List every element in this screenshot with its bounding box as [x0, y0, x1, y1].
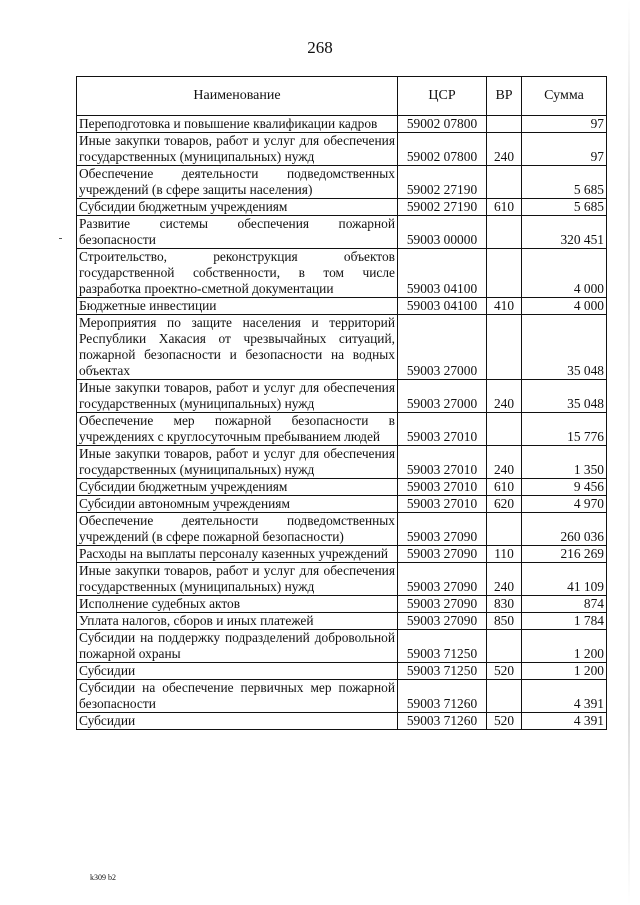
- cell-name: Иные закупки товаров, работ и услуг для обеспечения государственных (муниципальных) нужд: [77, 380, 398, 413]
- budget-table: [76, 76, 607, 730]
- table-row: [77, 380, 607, 413]
- table-row: [77, 166, 607, 199]
- cell-name: Бюджетные инвестиции: [77, 298, 398, 315]
- cell-csr: 59002 27190: [398, 199, 487, 216]
- cell-sum: 4 000: [522, 298, 607, 315]
- cell-name: Субсидии бюджетным учреждениям: [77, 199, 398, 216]
- cell-vr: [487, 680, 522, 713]
- cell-name: Мероприятия по защите населения и территорий Республики Хакасия от чрезвычайных ситуаций, пожарной безопасности и безопасности на водных объектах: [77, 315, 398, 380]
- cell-vr: 240: [487, 380, 522, 413]
- cell-sum: 9 456: [522, 479, 607, 496]
- cell-sum: 41 109: [522, 563, 607, 596]
- header-csr: ЦСР: [398, 77, 487, 116]
- cell-csr: 59003 71260: [398, 680, 487, 713]
- cell-name: Строительство, реконструкция объектов государственной собственности, в том числе разработка проектно-сметной документации: [77, 249, 398, 298]
- cell-csr: 59003 71250: [398, 663, 487, 680]
- cell-vr: 240: [487, 563, 522, 596]
- cell-vr: 410: [487, 298, 522, 315]
- cell-name: Иные закупки товаров, работ и услуг для обеспечения государственных (муниципальных) нужд: [77, 446, 398, 479]
- cell-csr: 59003 71250: [398, 630, 487, 663]
- cell-vr: 850: [487, 613, 522, 630]
- cell-vr: 240: [487, 133, 522, 166]
- cell-vr: 110: [487, 546, 522, 563]
- margin-mark: [59, 238, 62, 239]
- cell-csr: 59003 04100: [398, 249, 487, 298]
- cell-name: Исполнение судебных актов: [77, 596, 398, 613]
- cell-csr: 59003 27090: [398, 513, 487, 546]
- cell-csr: 59003 00000: [398, 216, 487, 249]
- header-vr: ВР: [487, 77, 522, 116]
- cell-csr: 59003 27000: [398, 380, 487, 413]
- cell-sum: 4 391: [522, 713, 607, 730]
- cell-sum: 320 451: [522, 216, 607, 249]
- cell-csr: 59003 27090: [398, 563, 487, 596]
- cell-name: Субсидии автономным учреждениям: [77, 496, 398, 513]
- cell-sum: 260 036: [522, 513, 607, 546]
- cell-name: Иные закупки товаров, работ и услуг для обеспечения государственных (муниципальных) нужд: [77, 133, 398, 166]
- cell-vr: 610: [487, 479, 522, 496]
- cell-sum: 4 970: [522, 496, 607, 513]
- footer-code: k309 b2: [90, 873, 116, 882]
- cell-vr: 520: [487, 663, 522, 680]
- table-row: [77, 315, 607, 380]
- cell-csr: 59002 07800: [398, 133, 487, 166]
- table-row: [77, 116, 607, 133]
- table-row: [77, 133, 607, 166]
- table-row: [77, 496, 607, 513]
- cell-vr: [487, 630, 522, 663]
- cell-sum: 874: [522, 596, 607, 613]
- cell-name: Субсидии: [77, 663, 398, 680]
- cell-csr: 59003 27010: [398, 446, 487, 479]
- header-name: Наименование: [77, 77, 398, 116]
- cell-vr: [487, 413, 522, 446]
- cell-name: Субсидии бюджетным учреждениям: [77, 479, 398, 496]
- cell-name: Переподготовка и повышение квалификации кадров: [77, 116, 398, 133]
- page-edge-shadow: [628, 0, 630, 905]
- cell-vr: [487, 315, 522, 380]
- table-row: [77, 546, 607, 563]
- cell-csr: 59003 04100: [398, 298, 487, 315]
- page-number: 268: [307, 38, 333, 57]
- cell-csr: 59003 27010: [398, 479, 487, 496]
- cell-name: Обеспечение мер пожарной безопасности в учреждениях с круглосуточным пребыванием людей: [77, 413, 398, 446]
- cell-sum: 1 200: [522, 663, 607, 680]
- cell-vr: [487, 216, 522, 249]
- cell-name: Расходы на выплаты персоналу казенных учреждений: [77, 546, 398, 563]
- cell-sum: 4 000: [522, 249, 607, 298]
- table-row: [77, 446, 607, 479]
- table-row: [77, 680, 607, 713]
- cell-name: Субсидии: [77, 713, 398, 730]
- cell-sum: 97: [522, 116, 607, 133]
- table-row: [77, 713, 607, 730]
- table-body: [77, 116, 607, 730]
- cell-name: Субсидии на поддержку подразделений добровольной пожарной охраны: [77, 630, 398, 663]
- cell-name: Уплата налогов, сборов и иных платежей: [77, 613, 398, 630]
- cell-name: Развитие системы обеспечения пожарной безопасности: [77, 216, 398, 249]
- cell-sum: 1 784: [522, 613, 607, 630]
- cell-csr: 59003 27010: [398, 496, 487, 513]
- cell-vr: [487, 513, 522, 546]
- table-row: [77, 663, 607, 680]
- cell-name: Иные закупки товаров, работ и услуг для обеспечения государственных (муниципальных) нужд: [77, 563, 398, 596]
- header-sum: Сумма: [522, 77, 607, 116]
- cell-sum: 1 200: [522, 630, 607, 663]
- cell-csr: 59003 27090: [398, 546, 487, 563]
- table-row: [77, 613, 607, 630]
- table-row: [77, 298, 607, 315]
- table-row: [77, 216, 607, 249]
- table-header-row: [77, 77, 607, 116]
- cell-vr: 610: [487, 199, 522, 216]
- cell-vr: 830: [487, 596, 522, 613]
- cell-name: Обеспечение деятельности подведомственных учреждений (в сфере защиты населения): [77, 166, 398, 199]
- cell-sum: 35 048: [522, 380, 607, 413]
- table-row: [77, 563, 607, 596]
- cell-vr: 620: [487, 496, 522, 513]
- cell-sum: 1 350: [522, 446, 607, 479]
- cell-sum: 4 391: [522, 680, 607, 713]
- table-row: [77, 596, 607, 613]
- cell-csr: 59003 71260: [398, 713, 487, 730]
- cell-sum: 5 685: [522, 199, 607, 216]
- cell-csr: 59003 27000: [398, 315, 487, 380]
- cell-vr: [487, 166, 522, 199]
- cell-name: Субсидии на обеспечение первичных мер пожарной безопасности: [77, 680, 398, 713]
- cell-vr: [487, 116, 522, 133]
- cell-sum: 5 685: [522, 166, 607, 199]
- cell-vr: 240: [487, 446, 522, 479]
- table-row: [77, 513, 607, 546]
- cell-csr: 59003 27090: [398, 613, 487, 630]
- table-row: [77, 479, 607, 496]
- cell-vr: [487, 249, 522, 298]
- cell-csr: 59003 27010: [398, 413, 487, 446]
- cell-sum: 35 048: [522, 315, 607, 380]
- table-row: [77, 249, 607, 298]
- cell-sum: 15 776: [522, 413, 607, 446]
- cell-name: Обеспечение деятельности подведомственных учреждений (в сфере пожарной безопасности): [77, 513, 398, 546]
- table-row: [77, 630, 607, 663]
- table-row: [77, 199, 607, 216]
- cell-vr: 520: [487, 713, 522, 730]
- table-row: [77, 413, 607, 446]
- cell-csr: 59002 07800: [398, 116, 487, 133]
- cell-csr: 59002 27190: [398, 166, 487, 199]
- cell-csr: 59003 27090: [398, 596, 487, 613]
- cell-sum: 216 269: [522, 546, 607, 563]
- cell-sum: 97: [522, 133, 607, 166]
